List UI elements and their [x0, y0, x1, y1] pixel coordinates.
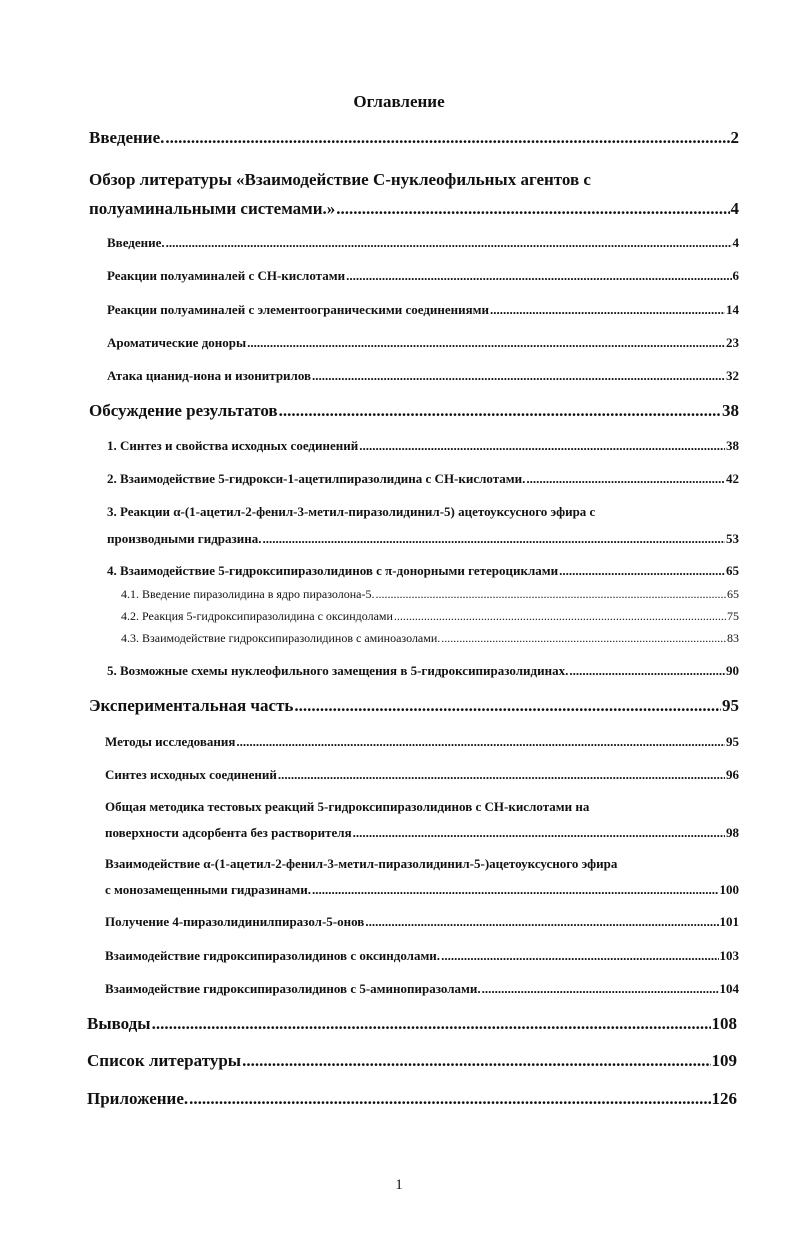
- toc-entry-text-line1: Обзор литературы «Взаимодействие С-нуклеофильных агентов с: [89, 170, 591, 189]
- toc-entry-text: Синтез исходных соединений: [105, 767, 277, 782]
- toc-entry-text: Взаимодействие гидроксипиразолидинов с 5-аминопиразолами.: [105, 981, 481, 996]
- toc-entry: [107, 563, 739, 579]
- toc-entry-page: 38: [722, 401, 739, 420]
- leader-dots: [346, 268, 731, 284]
- leader-dots: [262, 531, 725, 547]
- toc-entry: [87, 1014, 737, 1034]
- leader-dots: [359, 438, 725, 454]
- toc-entry-page: 108: [711, 1014, 737, 1033]
- toc-entry: [107, 335, 739, 351]
- leader-dots: [441, 631, 726, 646]
- toc-entry: [107, 438, 739, 454]
- leader-dots: [294, 696, 721, 716]
- toc-entry: [107, 504, 739, 547]
- toc-entry: [105, 799, 739, 841]
- leader-dots: [236, 734, 725, 750]
- toc-entry: [121, 609, 739, 624]
- toc-entry: [105, 734, 739, 750]
- leader-dots: [166, 235, 732, 251]
- toc-entry-text: 1. Синтез и свойства исходных соединений: [107, 438, 359, 453]
- toc-entry-text: Введение.: [107, 235, 165, 250]
- toc-entry-text: Выводы: [87, 1014, 151, 1033]
- toc-entry-page: 65: [727, 587, 739, 601]
- toc-entry: [105, 981, 739, 997]
- leader-dots: [247, 335, 725, 351]
- toc-entry-text: полуаминальными системами.»: [89, 199, 336, 218]
- toc-entry: [89, 170, 739, 219]
- toc-entry-text: Реакции полуаминалей с СН-кислотами: [107, 268, 346, 283]
- toc-entry-page: 14: [726, 302, 739, 317]
- toc-entry-page: 98: [726, 825, 739, 840]
- toc-entry: [105, 767, 739, 783]
- toc-entry-text: 5. Возможные схемы нуклеофильного замещения в 5-гидроксипиразолидинах.: [107, 663, 569, 678]
- toc-entry-text: 4.1. Введение пиразолидина в ядро пиразолона-5.: [121, 587, 375, 601]
- toc-entry-page: 83: [727, 631, 739, 645]
- leader-dots: [482, 981, 719, 997]
- leader-dots: [312, 882, 718, 898]
- toc-entry-text: Введение.: [89, 128, 165, 147]
- toc-entry-text: Список литературы: [87, 1051, 242, 1070]
- toc-entry-page: 104: [719, 981, 739, 996]
- toc-entry: [105, 856, 739, 898]
- toc-entry-page: 65: [726, 563, 739, 578]
- toc-entry-page: 126: [711, 1089, 737, 1108]
- toc-entry-page: 38: [726, 438, 739, 453]
- toc-entry: [107, 268, 739, 284]
- toc-entry-page: 53: [726, 531, 739, 546]
- toc-entry-text: Приложение.: [87, 1089, 189, 1108]
- toc-entry-text: Атака цианид-иона и изонитрилов: [107, 368, 312, 383]
- toc-entry-text: Экспериментальная часть: [89, 696, 294, 715]
- toc-entry-page: 2: [730, 128, 739, 147]
- toc-entry-text: Реакции полуаминалей с элементоограническими соединениями: [107, 302, 490, 317]
- toc-entry-text: Получение 4-пиразолидинилпиразол-5-онов: [105, 914, 365, 929]
- toc-entry-page: 101: [719, 914, 739, 929]
- toc-entry: [89, 401, 739, 421]
- toc-entry: [105, 948, 739, 964]
- toc-entry-text-line1: Взаимодействие α-(1-ацетил-2-фенил-3-метил-пиразолидинил-5-)ацетоуксусного эфира: [105, 856, 618, 871]
- leader-dots: [441, 948, 718, 964]
- toc-entry-page: 95: [722, 696, 739, 715]
- toc-entry-text-line1: 3. Реакции α-(1-ацетил-2-фенил-3-метил-пиразолидинил-5) ацетоуксусного эфира с: [107, 504, 596, 519]
- page-number: 1: [395, 1177, 403, 1193]
- leader-dots: [189, 1089, 710, 1109]
- toc-entry-text: Ароматические доноры: [107, 335, 247, 350]
- leader-dots: [312, 368, 725, 384]
- leader-dots: [152, 1014, 711, 1034]
- toc-entry-page: 95: [726, 734, 739, 749]
- toc-entry: [87, 1051, 737, 1071]
- toc-entry-page: 23: [726, 335, 739, 350]
- toc-entry: [105, 914, 739, 930]
- toc-entry-text: Взаимодействие гидроксипиразолидинов с оксиндолами.: [105, 948, 441, 963]
- toc-entry: [107, 235, 739, 251]
- toc-entry: [121, 587, 739, 602]
- leader-dots: [279, 401, 721, 421]
- toc-entry: [107, 471, 739, 487]
- leader-dots: [375, 587, 726, 602]
- leader-dots: [559, 563, 725, 579]
- toc-entry-text: поверхности адсорбента без растворителя: [105, 825, 352, 840]
- toc-entry-page: 32: [726, 368, 739, 383]
- toc-entry: [107, 663, 739, 679]
- toc-title: Оглавление: [353, 92, 445, 111]
- toc-entry-text: 4.2. Реакция 5-гидроксипиразолидина с оксиндолами: [121, 609, 393, 623]
- toc-entry-text: 2. Взаимодействие 5-гидрокси-1-ацетилпиразолидина с СН-кислотами.: [107, 471, 526, 486]
- toc-entry-text: с монозамещенными гидразинами.: [105, 882, 312, 897]
- leader-dots: [490, 302, 725, 318]
- leader-dots: [526, 471, 725, 487]
- toc-entry-page: 96: [726, 767, 739, 782]
- leader-dots: [278, 767, 725, 783]
- leader-dots: [353, 825, 725, 841]
- toc-entry: [107, 302, 739, 318]
- toc-entry-page: 6: [732, 268, 739, 283]
- toc-entry-page: 90: [726, 663, 739, 678]
- toc-entry-page: 4: [730, 199, 739, 218]
- toc-entry-text: 4. Взаимодействие 5-гидроксипиразолидинов с π-донорными гетероциклами: [107, 563, 559, 578]
- toc-entry-page: 100: [719, 882, 739, 897]
- leader-dots: [394, 609, 726, 624]
- toc-entry: [89, 128, 739, 148]
- toc-entry-page: 4: [732, 235, 739, 250]
- leader-dots: [365, 914, 718, 930]
- leader-dots: [165, 128, 729, 148]
- toc-entry-page: 109: [711, 1051, 737, 1070]
- toc-entry-text: Обсуждение результатов: [89, 401, 278, 420]
- toc-entry: [89, 696, 739, 716]
- toc-entry: [121, 631, 739, 646]
- toc-entry: [87, 1089, 737, 1109]
- toc-entry-text: 4.3. Взаимодействие гидроксипиразолидинов с аминоазолами.: [121, 631, 441, 645]
- leader-dots: [569, 663, 725, 679]
- toc-entry-text-line1: Общая методика тестовых реакций 5-гидроксипиразолидинов с СН-кислотами на: [105, 799, 590, 814]
- toc-entry-text: Методы исследования: [105, 734, 236, 749]
- leader-dots: [242, 1051, 710, 1071]
- toc-entry-page: 42: [726, 471, 739, 486]
- toc-entry-page: 103: [719, 948, 739, 963]
- toc-entry: [107, 368, 739, 384]
- toc-entry-page: 75: [727, 609, 739, 623]
- toc-entry-text: производными гидразина.: [107, 531, 262, 546]
- leader-dots: [336, 199, 729, 219]
